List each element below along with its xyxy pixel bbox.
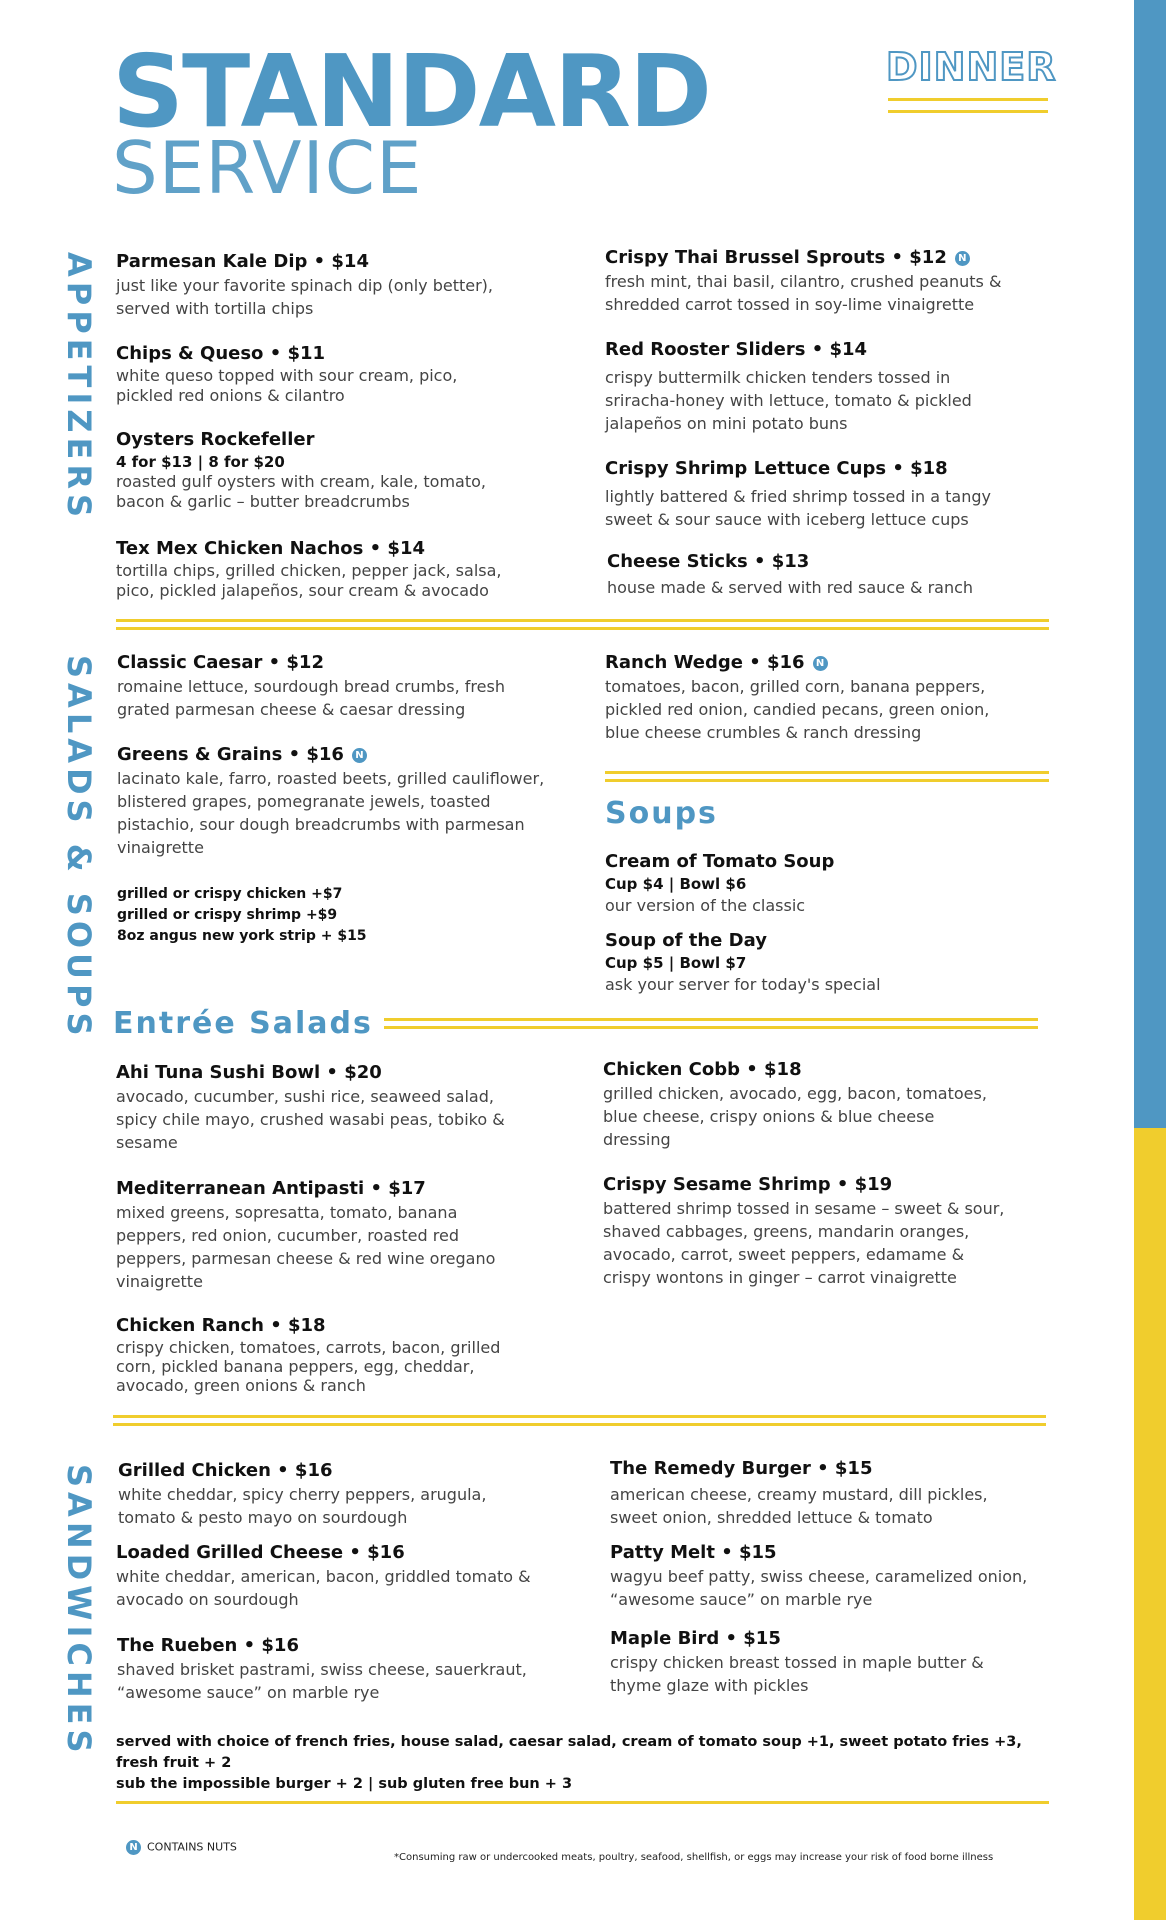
header-line-bottom (888, 110, 1048, 113)
nuts-icon: N (352, 748, 367, 763)
item-name-text: Crispy Thai Brussel Sprouts • $12 (605, 247, 947, 268)
menu-item (605, 338, 1025, 435)
menu-item (605, 457, 1025, 531)
item-name: Chicken Cobb • $18 (603, 1059, 802, 1080)
nuts-icon: N (955, 251, 970, 266)
divider-entree-heading (384, 1018, 1038, 1028)
item-desc: white queso topped with sour cream, pico, pickled red onions & cilantro (116, 366, 458, 405)
sides-line-2: sub the impossible burger + 2 | sub gluten free bun + 3 (116, 1776, 573, 1792)
item-desc: fresh mint, thai basil, cilantro, crushed peanuts & shredded carrot tossed in soy-lime vinaigrette (605, 272, 1002, 314)
menu-item (603, 1173, 1013, 1289)
header-line-top (888, 98, 1048, 101)
side-bar-blue (1134, 0, 1166, 1128)
menu-item (117, 651, 547, 721)
item-price: 4 for $13 | 8 for $20 (116, 453, 285, 471)
menu-item (117, 1634, 557, 1704)
menu-item (116, 1314, 536, 1395)
item-name: Cheese Sticks • $13 (607, 551, 810, 572)
item-name: Crispy Sesame Shrimp • $19 (603, 1174, 893, 1195)
divider-soups (605, 771, 1049, 781)
legend-text: CONTAINS NUTS (147, 1840, 237, 1854)
menu-item (116, 1061, 526, 1154)
divider-entree-salads (113, 1415, 1046, 1425)
entree-salads-heading: Entrée Salads (113, 1006, 373, 1041)
menu-item (116, 342, 546, 406)
item-name: Ahi Tuna Sushi Bowl • $20 (116, 1062, 382, 1083)
menu-item (610, 1541, 1050, 1611)
nuts-icon: N (813, 656, 828, 671)
section-label-appetizers: APPETIZERS (60, 252, 98, 523)
addon-option: grilled or crispy shrimp +$9 (117, 907, 338, 923)
item-name: Chips & Queso • $11 (116, 343, 326, 364)
item-desc: ask your server for today's special (605, 975, 881, 994)
item-name: Oysters Rockefeller (116, 429, 315, 450)
menu-item (603, 1058, 1003, 1151)
item-desc: roasted gulf oysters with cream, kale, tomato, bacon & garlic – butter breadcrumbs (116, 472, 486, 511)
item-name-text: Ranch Wedge • $16 (605, 652, 805, 673)
section-label-sandwiches: SANDWICHES (60, 1464, 98, 1758)
item-desc: grilled chicken, avocado, egg, bacon, tomatoes, blue cheese, crispy onions & blue cheese dressing (603, 1084, 987, 1149)
item-desc: lightly battered & fried shrimp tossed in a tangy sweet & sour sauce with iceberg lettuce cups (605, 487, 991, 529)
menu-item (116, 1177, 506, 1293)
item-name: Mediterranean Antipasti • $17 (116, 1178, 426, 1199)
menu-item (116, 428, 546, 512)
addon-option: grilled or crispy chicken +$7 (117, 886, 343, 902)
item-desc: crispy chicken breast tossed in maple butter & thyme glaze with pickles (610, 1653, 984, 1695)
food-safety-disclaimer: *Consuming raw or undercooked meats, poultry, seafood, shellfish, or eggs may increase your risk of food borne illness (394, 1852, 994, 1863)
menu-item (610, 1627, 1030, 1697)
item-name (117, 743, 567, 767)
menu-item (116, 250, 546, 320)
item-price: Cup $5 | Bowl $7 (605, 954, 747, 972)
item-desc: white cheddar, american, bacon, griddled tomato & avocado on sourdough (116, 1567, 531, 1609)
menu-item (605, 929, 1035, 996)
menu-title-service: SERVICE (112, 126, 423, 210)
sides-note (116, 1732, 1056, 1795)
item-name (605, 246, 1045, 270)
item-desc: mixed greens, sopresatta, tomato, banana peppers, red onion, cucumber, roasted red peppers, parmesan cheese & red wine oregano vinaigrette (116, 1203, 496, 1291)
item-desc: shaved brisket pastrami, swiss cheese, sauerkraut, “awesome sauce” on marble rye (117, 1660, 527, 1702)
item-name-text: Greens & Grains • $16 (117, 744, 344, 765)
item-desc: house made & served with red sauce & ranch (607, 578, 974, 597)
item-desc: avocado, cucumber, sushi rice, seaweed salad, spicy chile mayo, crushed wasabi peas, tobiko & sesame (116, 1087, 505, 1152)
item-desc: our version of the classic (605, 896, 806, 915)
menu-title-standard: STANDARD (112, 33, 710, 150)
item-desc: white cheddar, spicy cherry peppers, arugula, tomato & pesto mayo on sourdough (118, 1485, 487, 1527)
item-desc: crispy buttermilk chicken tenders tossed in sriracha-honey with lettuce, tomato & pickled jalapeños on mini potato buns (605, 368, 972, 433)
menu-item (116, 537, 546, 601)
item-desc: crispy chicken, tomatoes, carrots, bacon, grilled corn, pickled banana peppers, egg, cheddar, avocado, green onions & ranch (116, 1338, 501, 1395)
nuts-legend (126, 1840, 237, 1855)
item-name: Parmesan Kale Dip • $14 (116, 251, 369, 272)
sides-line-1: served with choice of french fries, house salad, caesar salad, cream of tomato soup +1, sweet potato fries +3, fresh fruit + 2 (116, 1734, 1022, 1771)
item-name: Crispy Shrimp Lettuce Cups • $18 (605, 458, 948, 479)
menu-item (117, 743, 567, 859)
meal-label: DINNER (886, 45, 1057, 89)
item-name: The Remedy Burger • $15 (610, 1458, 873, 1479)
item-name: Grilled Chicken • $16 (118, 1460, 333, 1481)
addon-option: 8oz angus new york strip + $15 (117, 928, 367, 944)
menu-item (116, 1541, 556, 1611)
item-name: Cream of Tomato Soup (605, 851, 835, 872)
section-label-salads-soups: SALADS & SOUPS (60, 655, 98, 1041)
item-name: Chicken Ranch • $18 (116, 1315, 326, 1336)
item-name: Patty Melt • $15 (610, 1542, 777, 1563)
footer-divider (116, 1801, 1049, 1804)
item-desc: wagyu beef patty, swiss cheese, caramelized onion, “awesome sauce” on marble rye (610, 1567, 1028, 1609)
menu-item (607, 550, 1027, 599)
item-price: Cup $4 | Bowl $6 (605, 875, 747, 893)
soups-heading: Soups (605, 796, 718, 831)
nuts-icon: N (126, 1840, 141, 1855)
menu-item (118, 1459, 548, 1529)
menu-item (605, 246, 1045, 316)
item-name: The Rueben • $16 (117, 1635, 299, 1656)
item-desc: lacinato kale, farro, roasted beets, grilled cauliflower, blistered grapes, pomegranate jewels, toasted pistachio, sour dough breadcrumbs with parmesan vinaigrette (117, 769, 545, 857)
item-name: Loaded Grilled Cheese • $16 (116, 1542, 405, 1563)
item-desc: tomatoes, bacon, grilled corn, banana peppers, pickled red onion, candied pecans, green onion, blue cheese crumbles & ranch dressing (605, 677, 990, 742)
item-desc: just like your favorite spinach dip (only better), served with tortilla chips (116, 276, 493, 318)
menu-item (605, 850, 1035, 917)
menu-item (605, 651, 1025, 744)
item-desc: romaine lettuce, sourdough bread crumbs, fresh grated parmesan cheese & caesar dressing (117, 677, 505, 719)
item-name: Tex Mex Chicken Nachos • $14 (116, 538, 425, 559)
item-desc: tortilla chips, grilled chicken, pepper jack, salsa, pico, pickled jalapeños, sour cream & avocado (116, 561, 502, 600)
item-desc: american cheese, creamy mustard, dill pickles, sweet onion, shredded lettuce & tomato (610, 1485, 988, 1527)
item-name: Classic Caesar • $12 (117, 652, 324, 673)
divider-appetizers (116, 619, 1049, 629)
menu-item (610, 1457, 1030, 1529)
item-desc: battered shrimp tossed in sesame – sweet & sour, shaved cabbages, greens, mandarin oranges, avocado, carrot, sweet peppers, edamame & crispy wontons in ginger – carrot vinaigrette (603, 1199, 1005, 1287)
item-name (605, 651, 1025, 675)
item-name: Red Rooster Sliders • $14 (605, 339, 868, 360)
item-name: Maple Bird • $15 (610, 1628, 781, 1649)
item-name: Soup of the Day (605, 930, 767, 951)
side-bar-yellow (1134, 1128, 1166, 1920)
